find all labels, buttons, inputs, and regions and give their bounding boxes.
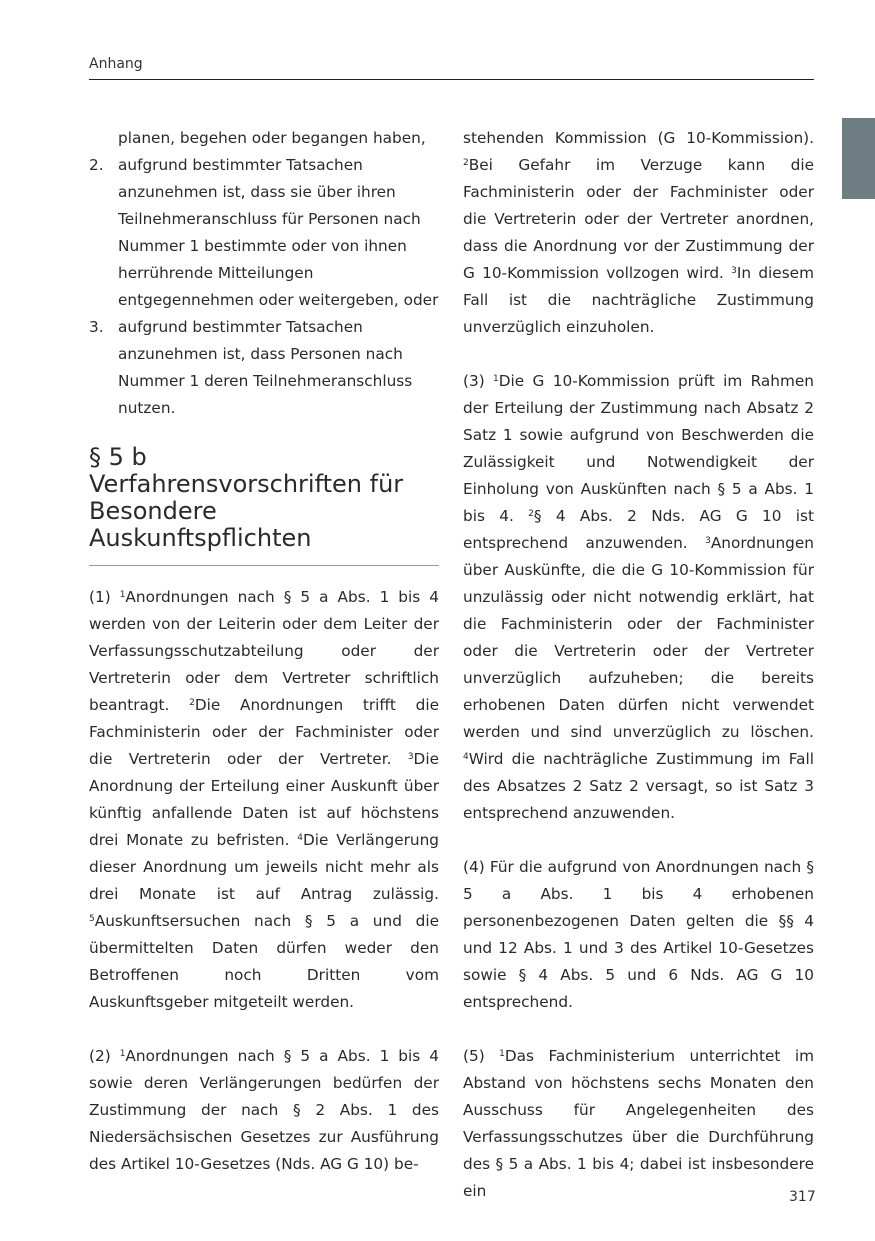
sentence-marker: 4 (463, 752, 469, 762)
sentence: Das Fachministerium unterrichtet im Abstand von höchstens sechs Monaten den Ausschuss für Angelegenheiten des Verfassungsschutzes über die Durchführung des § 5 a Abs. 1 bis 4; dabei ist insbesondere ein (463, 1047, 814, 1200)
sentence-marker: 5 (89, 914, 95, 924)
running-header: Anhang (89, 56, 143, 72)
paragraph-3 (463, 368, 814, 827)
sentence: § 4 Abs. 2 Nds. AG G 10 ist entsprechend anzuwenden. (463, 507, 814, 552)
paragraph-label: (2) (89, 1047, 111, 1065)
paragraph-label: (5) (463, 1047, 485, 1065)
list-item (89, 314, 439, 422)
sentence: Die Anordnung der Erteilung einer Auskunft über künftig anfallende Daten ist auf höchstens drei Monate zu befristen. (89, 750, 439, 849)
page-number: 317 (789, 1189, 816, 1205)
sentence: Auskunftsersuchen nach § 5 a und die übermittelten Daten dürfen weder den Betroffenen noch Dritten vom Auskunftsgeber mitgeteilt werden. (89, 912, 439, 1011)
sentence: Anordnungen nach § 5 a Abs. 1 bis 4 sowie deren Verlängerungen bedürfen der Zustimmung der nach § 2 Abs. 1 des Niedersächsischen Gesetzes zur Ausführung des Artikel 10-Gesetzes (Nds. AG G 10) be- (89, 1047, 439, 1173)
sentence-marker: 1 (499, 1049, 505, 1059)
chapter-tab (842, 118, 875, 199)
section-title-line1: Verfahrensvorschriften für (89, 470, 404, 498)
section-title-line2: Besondere Auskunftspflichten (89, 497, 312, 552)
sentence-marker: 3 (705, 536, 711, 546)
sentence: Bei Gefahr im Verzuge kann die Fachministerin oder der Fachminister oder die Vertreterin oder der Vertreter anordnen, dass die Anordnung vor der Zustimmung der G 10-Kommission vollzogen wird. (463, 156, 814, 282)
sentence-marker: 1 (493, 374, 499, 384)
right-column (463, 125, 814, 1205)
sentence-marker: 3 (731, 266, 737, 276)
paragraph-4: (4) Für die aufgrund von Anordnungen nach § 5 a Abs. 1 bis 4 erhobenen personenbezogenen Daten gelten die §§ 4 und 12 Abs. 1 und 3 des Artikel 10-Gesetzes sowie § 4 Abs. 5 und 6 Nds. AG G 10 entsprechend. (463, 858, 814, 1011)
sentence: Wird die nachträgliche Zustimmung im Fall des Absatzes 2 Satz 2 versagt, so ist Satz 3 entsprechend anzuwenden. (463, 750, 814, 822)
section-heading (89, 444, 439, 552)
sentence-marker: 1 (119, 1049, 126, 1059)
list-item-number: 2. (89, 156, 104, 174)
paragraph-label: (1) (89, 588, 111, 606)
sentence: Anordnungen nach § 5 a Abs. 1 bis 4 werden von der Leiterin oder dem Leiter der Verfassungsschutzabteilung oder der Vertreterin oder dem Vertreter schriftlich beantragt. (89, 588, 439, 714)
sentence-marker: 2 (189, 698, 195, 708)
sentence: Die Verlängerung dieser Anordnung um jeweils nicht mehr als drei Monate ist auf Antrag zulässig. (89, 831, 440, 903)
list-item (89, 152, 439, 314)
sentence-marker: 3 (407, 752, 414, 762)
sentence: In diesem Fall ist die nachträgliche Zustimmung unverzüglich einzuholen. (463, 264, 814, 336)
section-rule (89, 565, 439, 566)
list-continuation: planen, begehen oder begangen haben, (118, 129, 426, 147)
sentence: Anordnungen über Auskünfte, die die G 10-Kommission für unzulässig oder nicht notwendig erklärt, hat die Fachministerin oder der Fachminister oder die Vertreterin oder der Vertreter unverzüglich aufzuheben; die bereits erhobenen Daten dürfen nicht verwendet werden und sind unverzüglich zu löschen. (463, 534, 814, 741)
paragraph-5 (463, 1043, 814, 1205)
list-item-text: aufgrund bestimmter Tatsachen anzunehmen ist, dass sie über ihren Teilnehmeranschluss für Personen nach Nummer 1 bestimmte oder von ihnen herrührende Mitteilungen entgegennehmen oder weitergeben, oder (118, 156, 439, 309)
sentence-marker: 1 (119, 590, 126, 600)
paragraph-2-continued (463, 125, 814, 341)
left-column (89, 125, 439, 1178)
paragraph-label: (3) (463, 372, 485, 390)
sentence-marker: 2 (463, 158, 469, 168)
sentence-marker: 2 (528, 509, 534, 519)
sentence-marker: 4 (297, 833, 303, 843)
section-number: § 5 b (89, 443, 147, 471)
paragraph-1 (89, 584, 439, 1016)
sentence: stehenden Kommission (G 10-Kommission). (463, 129, 814, 147)
list-item-number: 3. (89, 318, 104, 336)
sentence: Die Anordnungen trifft die Fachministerin oder der Fachminister oder die Vertreterin oder der Vertreter. (89, 696, 439, 768)
list-item-text: aufgrund bestimmter Tatsachen anzunehmen ist, dass Personen nach Nummer 1 deren Teilnehmeranschluss nutzen. (118, 318, 413, 417)
sentence: Die G 10-Kommission prüft im Rahmen der Erteilung der Zustimmung nach Absatz 2 Satz 1 sowie aufgrund von Beschwerden die Zulässigkeit und Notwendigkeit der Einholung von Auskünften nach § 5 a Abs. 1 bis 4. (463, 372, 814, 525)
header-rule (89, 79, 814, 80)
numbered-list (89, 152, 439, 422)
paragraph-2 (89, 1043, 439, 1178)
